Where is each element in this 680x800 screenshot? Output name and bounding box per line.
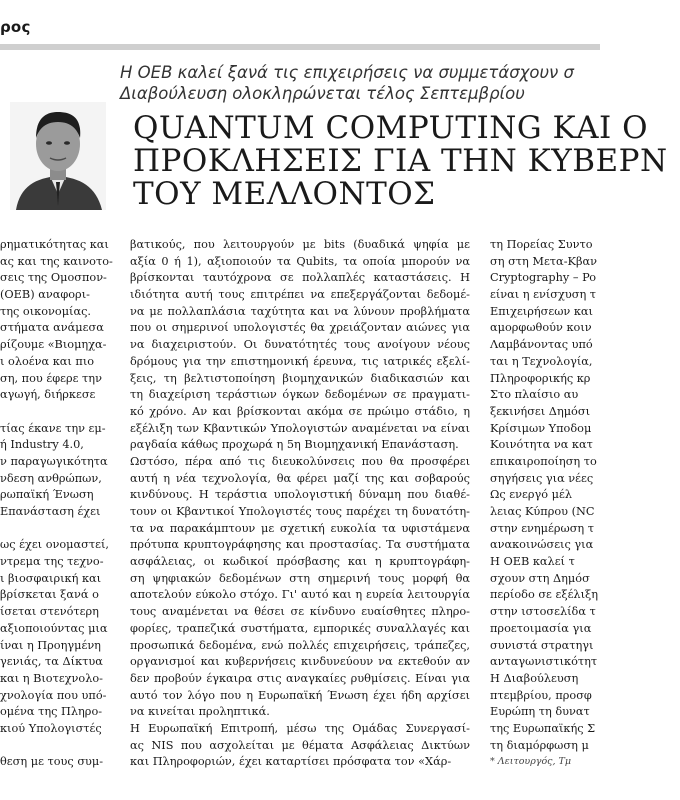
body-text-line: ρωπαϊκή Ένωση [0, 488, 94, 502]
body-text-line: σχουν στη Δημόσ [490, 571, 590, 585]
article-title [133, 110, 668, 212]
title-line: QUANTUM COMPUTING ΚΑΙ Ο [133, 110, 649, 146]
body-text-line: αμορφωθούν κοιν [490, 321, 592, 335]
body-text-line: Ως ενεργό μέλ [490, 488, 572, 502]
body-text-line: Επιχειρήσεων και [490, 304, 593, 318]
body-text-line: Κοινότητα να κατ [490, 438, 593, 452]
body-text-line: ξεκινήσει Δημόσι [490, 404, 590, 418]
body-text-line: αγωγή, διήρκεσε [0, 388, 96, 402]
body-text-line: ξεις, τη βελτιστοποίηση βιομηχανικών διαδικασιών και [130, 371, 470, 385]
body-text-line: προετοιμασία για [490, 621, 592, 635]
body-text-line: ομένα της Πληρο- [0, 705, 103, 719]
body-text-line: στην ενημέρωση τ [490, 521, 595, 535]
body-text-line: κό χρόνο. Αν και βρίσκονται ακόμα σε πρώιμο στάδιο, η [130, 404, 470, 418]
body-text-line: να με πολλαπλάσια ταχύτητα και να λύνουν προβλήματα [130, 304, 470, 318]
body-text-line: ται η Τεχνολογία, [490, 354, 593, 368]
body-text-line: γενιάς, τα Δίκτυα [0, 655, 103, 669]
body-text-line: Cryptography – Po [490, 271, 597, 285]
body-text-line: προσωπικά δεδομένα, ενώ πολλές επιχειρήσεις, τράπεζες, [130, 638, 470, 652]
body-text-line: αυτή η νέα τεχνολογία, θα φέρει μαζί της και σοβαρούς [130, 471, 470, 485]
body-text-line: ασφάλειας, οι κωδικοί πρόσβασης και η κρυπτογράφη- [130, 555, 470, 569]
body-text-line: (ΟΕΒ) αναφορι- [0, 288, 90, 302]
body-text-line: βατικούς, που λειτουργούν με bits (δυαδικά ψηφία με [130, 238, 470, 251]
body-text-line: σεις της Ομοσπον- [0, 271, 107, 285]
body-text-line: Επανάσταση έχει [0, 505, 101, 518]
body-text-line: τη Πορείας Συντο [490, 238, 593, 251]
body-text-line [0, 738, 111, 755]
body-text-line: ση, που έφερε την [0, 371, 102, 385]
header-rule [0, 44, 600, 50]
body-text-line: ας NIS που ασχολείται με θέματα Ασφάλειας Δικτύων [130, 738, 470, 752]
body-text-line: Η ΟΕΒ καλεί τ [490, 555, 575, 569]
body-text-line: ιδιότητα αυτή τους επιτρέπει να επεξεργάζονται δεδομέ- [130, 288, 470, 302]
body-text-line: τουν οι Κβαντικοί Υπολογιστές τους παρέχει τη δυνατότη- [130, 505, 470, 518]
body-text-line: Κρίσιμων Υποδομ [490, 421, 592, 435]
title-line: ΤΟΥ ΜΕΛΛΟΝΤΟΣ [133, 176, 436, 212]
body-text-line: στήματα ανάμεσα [0, 321, 104, 335]
body-text-line: στην ιστοσελίδα τ [490, 605, 596, 619]
body-text-line: ανταγωνιστικότητ [490, 655, 598, 669]
body-text-line: πτεμβρίου, προσφ [490, 688, 592, 702]
body-text-line: κινδύνους. Η τεράστια υπολογιστική δύναμη που διαθέ- [130, 488, 470, 502]
body-text-line: της οικονομίας. [0, 304, 92, 318]
body-column-right [490, 237, 600, 771]
body-text-line: αξία 0 ή 1), αξιοποιούν τα Qubits, τα οποία μπορούν να [130, 254, 470, 268]
body-text-line: κιού Υπολογιστές [0, 721, 102, 735]
body-text-line: ντρεμα της τεχνο- [0, 555, 104, 569]
body-text-line: * Λειτουργός, Τμ [490, 756, 572, 768]
subtitle-line: Η ΟΕΒ καλεί ξανά τις επιχειρήσεις να συμμετάσχουν σ [120, 63, 574, 82]
body-text-line: συνιστά στρατηγι [490, 638, 594, 652]
body-text-line: δεν προβούν έγκαιρα στις αναγκαίες ρυθμίσεις. Είναι για [130, 671, 470, 685]
body-text-line: τα να παρακάμπτουν με σχετική ευκολία τα υφιστάμενα [130, 521, 470, 535]
title-line: ΠΡΟΚΛΗΣΕΙΣ ΓΙΑ ΤΗΝ ΚΥΒΕΡΝ [133, 143, 668, 179]
author-portrait-icon [10, 102, 106, 210]
body-text-line: ίσεται στενότερη [0, 605, 99, 619]
body-text-line: σηγήσεις για νέες [490, 471, 594, 485]
body-text-line: ίναι η Προηγμένη [0, 638, 101, 652]
body-text-line: ι βιοσφαιρική και [0, 571, 102, 585]
body-text-line: θεση με τους συμ- [0, 755, 104, 769]
body-text-line: της Ευρωπαϊκής Σ [490, 721, 596, 735]
body-text-line: ας και της καινοτο- [0, 254, 113, 268]
body-text-line: Λαμβάνοντας υπό [490, 338, 593, 352]
body-text-line [0, 521, 111, 538]
subtitle-line: Διαβούλευση ολοκληρώνεται τέλος Σεπτεμβρίου [120, 84, 525, 103]
body-text-line: να κινείται προληπτικά. [130, 705, 270, 719]
body-text-line: και Πληροφοριών, έχει καταρτίσει πρόσφατα τον «Χάρ- [130, 755, 452, 769]
body-text-line: ση στη Μετα-Κβαν [490, 254, 597, 268]
body-text-line: τίας έκανε την εμ- [0, 421, 106, 435]
body-text-line: ανακοινώσεις για [490, 538, 594, 552]
body-text-line: Η Διαβούλευση [490, 671, 579, 685]
body-text-line: ι ολοένα και πιο [0, 354, 95, 368]
body-text-line: πρότυπα κρυπτογράφησης και προστασίας. Τα συστήματα [130, 538, 470, 552]
body-text-line: αυτό τον λόγο που η Ευρωπαϊκή Ένωση έχει ήδη αρχίσει [130, 688, 470, 702]
body-text-line: τη διαχείριση τεράστιων όγκων δεδομένων σε πραγματι- [130, 388, 470, 402]
body-text-line: τη διαμόρφωση μ [490, 738, 589, 752]
section-label: ρος [0, 18, 31, 36]
body-text-line: ν παραγωγικότητα [0, 454, 108, 468]
body-text-line: εξέλιξη των Κβαντικών Υπολογιστών αναμένεται να είναι [130, 421, 470, 435]
body-text-line: χνολογία που υπό- [0, 688, 107, 702]
body-text-line: ση ψηφιακών δεδομένων στη σημερινή τους μορφή θα [130, 571, 470, 585]
body-text-line: που οι σημερινοί υπολογιστές θα χρειάζονταν αιώνες για [130, 321, 470, 335]
body-text-line: αποτελούν εύκολο στόχο. Γι' αυτό και η ευρεία λειτουργία [130, 588, 470, 602]
body-text-line: και η Βιοτεχνολο- [0, 671, 103, 685]
body-text-line: Πληροφορικής κρ [490, 371, 591, 385]
body-text-line: ραγδαία κάθως προχωρά η 5η Βιομηχανική Επανάσταση. [130, 438, 459, 452]
body-text-line: Ωστόσο, πέρα από τις διευκολύνσεις που θα προσφέρει [130, 454, 470, 468]
article-subtitle [120, 62, 680, 104]
body-text-line: δρόμους για την επιστημονική έρευνα, τις ιατρικές εξελί- [130, 354, 470, 368]
body-text-line: νδεση ανθρώπων, [0, 471, 102, 485]
body-text-line: επικαιροποίηση το [490, 454, 597, 468]
body-text-line: Η Ευρωπαϊκή Επιτροπή, μέσω της Ομάδας Συνεργασί- [130, 721, 470, 735]
body-text-line: λειας Κύπρου (NC [490, 505, 595, 518]
body-text-line: Στο πλαίσιο αυ [490, 388, 579, 402]
body-text-line: βρίσκεται ξανά ο [0, 588, 99, 602]
body-text-line: φορίες, τραπεζικά συστήματα, εμπορικές συναλλαγές και [130, 621, 470, 635]
body-text-line: ως έχει ονομαστεί, [0, 538, 109, 552]
body-text-line: ρίζουμε «Βιομηχα- [0, 338, 107, 352]
body-text-line: τους αναμένεται να θέσει σε κίνδυνο ευαίσθητες πληρο- [130, 605, 470, 619]
body-text-line: οργανισμοί και κυβερνήσεις κινδυνεύουν να εκτεθούν αν [130, 655, 470, 669]
body-text-line: να διαχειριστούν. Οι δυνατότητές τους ανοίγουν νέους [130, 338, 470, 352]
body-column-left [0, 237, 111, 771]
body-text-line: περίοδο σε εξέλιξη [490, 588, 599, 602]
body-text-line [0, 404, 111, 421]
body-column-middle [130, 237, 470, 771]
body-text-line: αξιοποιούντας μια [0, 621, 108, 635]
body-text-line: είναι η ενίσχυση τ [490, 288, 597, 302]
author-photo [10, 102, 106, 210]
body-text-line: βρίσκονται ταυτόχρονα σε πολλαπλές καταστάσεις. Η [130, 271, 470, 285]
body-text-line: ή Industry 4.0, [0, 438, 84, 452]
body-text-line: ρηματικότητας και [0, 238, 109, 251]
body-text-line: Ευρώπη τη δυνατ [490, 705, 590, 719]
